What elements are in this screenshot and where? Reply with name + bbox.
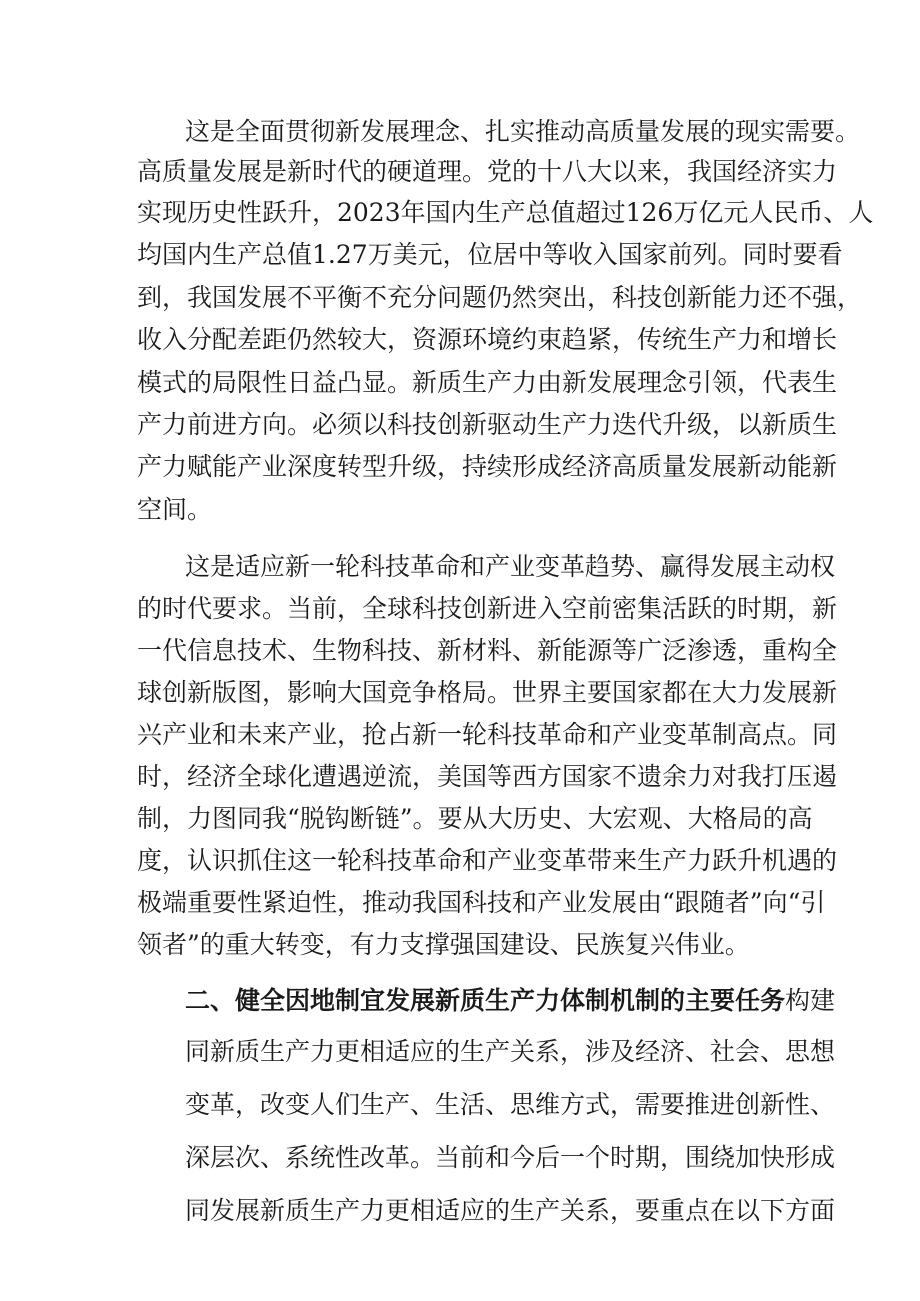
paragraph-2-line-9: 极端重要性紧迫性，推动我国科技和产业发展由“跟随者”向“引 [137,888,826,917]
paragraph-2-line-2: 的时代要求。当前，全球科技创新进入空前密集活跃的时期，新 [137,594,838,623]
paragraph-3-line-4: 同发展新质生产力更相适应的生产关系，要重点在以下方面 [185,1196,836,1225]
paragraph-2-line-7: 制，力图同我“脱钩断链”。要从大历史、大宏观、大格局的高 [137,804,813,833]
paragraph-1-line-6: 收入分配差距仍然较大，资源环境约束趋紧，传统生产力和增长 [137,325,838,354]
paragraph-2-line-8: 度，认识抓住这一轮科技革命和产业变革带来生产力跃升机遇的 [137,846,838,875]
paragraph-2-line-1: 这是适应新一轮科技革命和产业变革趋势、赢得发展主动权 [185,552,836,581]
paragraph-2-line-5: 兴产业和未来产业，抢占新一轮科技革命和产业变革制高点。同 [137,720,838,749]
paragraph-1-line-7: 模式的局限性日益凸显。新质生产力由新发展理念引领，代表生 [137,368,838,397]
paragraph-1-line-9: 产力赋能产业深度转型升级，持续形成经济高质量发展新动能新 [137,452,838,481]
paragraph-3-line-2: 变革，改变人们生产、生活、思维方式，需要推进创新性、 [185,1090,836,1119]
paragraph-1-line-5: 到，我国发展不平衡不充分问题仍然突出，科技创新能力还不强， [137,283,863,312]
section-heading: 二、健全因地制宜发展新质生产力体制机制的主要任务 [185,986,786,1015]
paragraph-2-line-10: 领者”的重大转变，有力支撑强国建设、民族复兴伟业。 [137,930,750,959]
paragraph-1-line-10: 空间。 [137,495,213,524]
paragraph-1-line-8: 产力前进方向。必须以科技创新驱动生产力迭代升级，以新质生 [137,410,838,439]
paragraph-3-line-1: 同新质生产力更相适应的生产关系，涉及经济、社会、思想 [185,1037,836,1066]
paragraph-1-line-2: 高质量发展是新时代的硬道理。党的十八大以来，我国经济实力 [137,157,838,186]
paragraph-2-line-3: 一代信息技术、生物科技、新材料、新能源等广泛渗透，重构全 [137,636,838,665]
section-heading-line [185,986,835,1016]
paragraph-1-line-3: 实现历史性跃升，2023年国内生产总值超过126万亿元人民币、人 [137,198,874,227]
paragraph-2-line-4: 球创新版图，影响大国竞争格局。世界主要国家都在大力发展新 [137,678,838,707]
paragraph-2-line-6: 时，经济全球化遭遇逆流，美国等西方国家不遗余力对我打压遏 [137,762,838,791]
paragraph-1-line-1: 这是全面贯彻新发展理念、扎实推动高质量发展的现实需要。 [185,117,861,146]
paragraph-1-line-4: 均国内生产总值1.27万美元，位居中等收入国家前列。同时要看 [137,240,843,269]
paragraph-3-line-3: 深层次、系统性改革。当前和今后一个时期，围绕加快形成 [185,1143,836,1172]
section-heading-tail: 构建 [785,986,836,1015]
